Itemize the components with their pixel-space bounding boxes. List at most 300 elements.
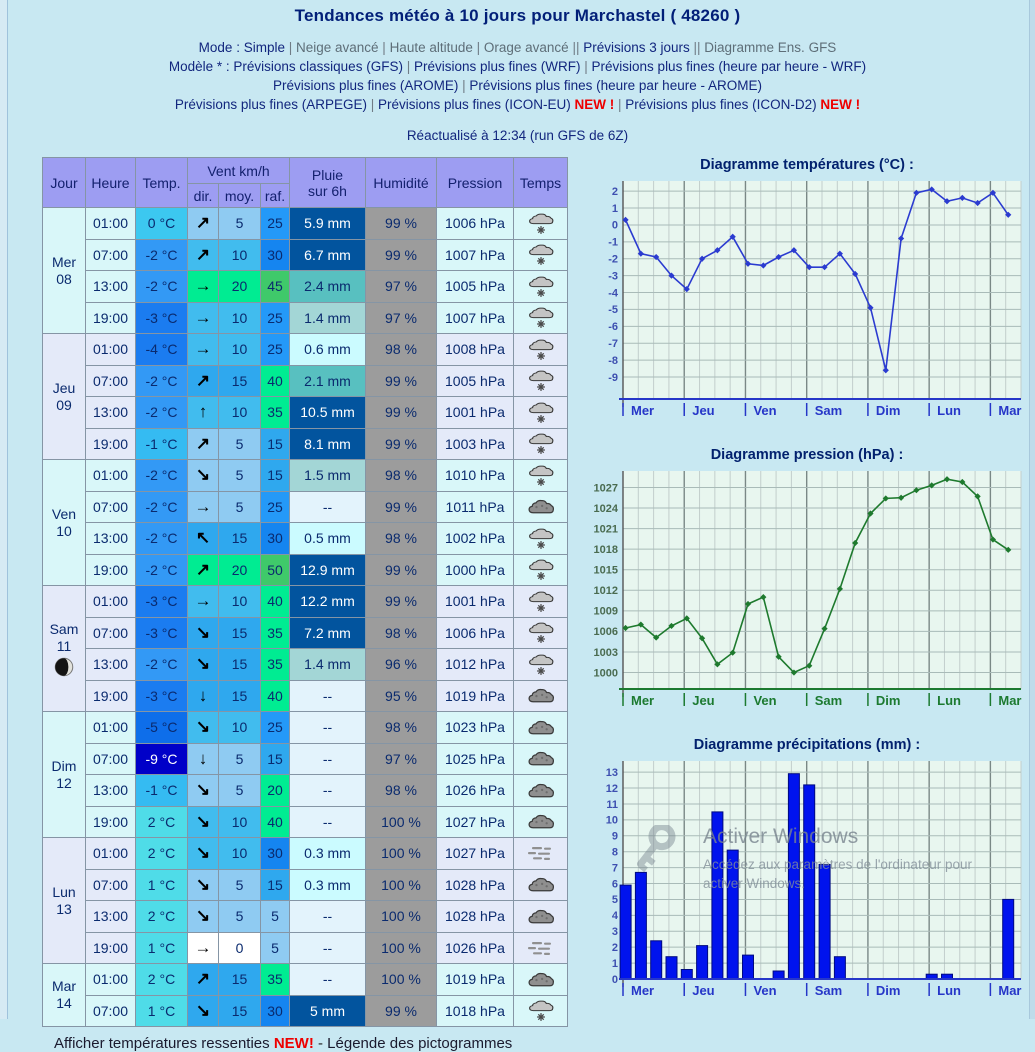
forecast-row-ven-19: [43, 554, 568, 586]
nav-link[interactable]: Prévisions plus fines (heure par heure - AROME): [469, 78, 762, 93]
footer-links: [54, 1035, 1035, 1052]
pressure-cell: 1008 hPa: [437, 334, 514, 366]
col-header-jour: Jour: [43, 158, 86, 208]
snow-shower-icon: [528, 338, 554, 361]
svg-text:-2: -2: [608, 253, 618, 266]
hour-cell: 07:00: [86, 995, 136, 1027]
wind-direction-cell: →: [188, 586, 219, 618]
chart-block-2: [585, 737, 1029, 1014]
cloud-icon: [527, 971, 555, 988]
wind-mean-cell: 15: [219, 523, 261, 555]
hour-cell: 13:00: [86, 775, 136, 807]
col-header-raf: raf.: [261, 184, 290, 208]
pressure-cell: 1006 hPa: [437, 208, 514, 240]
snow-shower-icon: [528, 432, 554, 455]
wind-mean-cell: 15: [219, 617, 261, 649]
hour-cell: 01:00: [86, 460, 136, 492]
cloud-icon: [527, 750, 555, 767]
svg-text:10: 10: [605, 814, 618, 827]
temperature-cell: -2 °C: [136, 271, 188, 303]
rain-cell: 0.3 mm: [290, 869, 366, 901]
rain-cell: --: [290, 775, 366, 807]
pressure-cell: 1007 hPa: [437, 302, 514, 334]
wind-direction-cell: ↘: [188, 460, 219, 492]
wind-gust-cell: 15: [261, 869, 290, 901]
rain-cell: --: [290, 901, 366, 933]
snow-shower-icon: [528, 401, 554, 424]
nav-new: NEW !: [816, 97, 861, 112]
watermark-sub1: Accédez aux paramètres de l'ordinateur pour: [703, 857, 972, 872]
pressure-cell: 1026 hPa: [437, 775, 514, 807]
cloud-icon: [527, 813, 555, 830]
nav-link[interactable]: Prévisions plus fines (heure par heure - WRF): [591, 59, 867, 74]
rain-cell: 10.5 mm: [290, 397, 366, 429]
svg-text:Ven: Ven: [753, 983, 777, 998]
wind-gust-cell: 45: [261, 271, 290, 303]
svg-text:1006: 1006: [593, 626, 618, 639]
weather-icon-cell: [514, 334, 568, 366]
humidity-cell: 100 %: [366, 869, 437, 901]
forecast-row-dim-13: [43, 775, 568, 807]
weather-icon-cell: [514, 397, 568, 429]
svg-text:Jeu: Jeu: [692, 403, 715, 418]
weather-icon-cell: [514, 491, 568, 523]
col-header-heure: Heure: [86, 158, 136, 208]
day-cell-lun: Lun 13: [43, 838, 86, 964]
forecast-row-mer-07: [43, 239, 568, 271]
wind-mean-cell: 20: [219, 271, 261, 303]
wind-mean-cell: 10: [219, 586, 261, 618]
wind-mean-cell: 15: [219, 365, 261, 397]
svg-text:Lun: Lun: [937, 403, 961, 418]
wind-direction-cell: →: [188, 334, 219, 366]
pressure-cell: 1018 hPa: [437, 995, 514, 1027]
temperature-cell: 2 °C: [136, 964, 188, 996]
rain-cell: --: [290, 932, 366, 964]
window-left-edge: [0, 0, 8, 1019]
svg-text:Dim: Dim: [875, 983, 901, 998]
nav-link[interactable]: Orage avancé: [483, 40, 569, 55]
temperature-cell: -5 °C: [136, 712, 188, 744]
cloud-icon: [527, 498, 555, 515]
pressure-cell: 1028 hPa: [437, 901, 514, 933]
weather-icon-cell: [514, 680, 568, 712]
wind-direction-cell: ↘: [188, 995, 219, 1027]
temperature-cell: 0 °C: [136, 208, 188, 240]
wind-gust-cell: 30: [261, 838, 290, 870]
cloud-icon: [527, 687, 555, 704]
svg-text:1012: 1012: [593, 585, 618, 598]
pressure-cell: 1001 hPa: [437, 586, 514, 618]
hour-cell: 13:00: [86, 523, 136, 555]
wind-gust-cell: 35: [261, 649, 290, 681]
nav-line-2: [0, 57, 1035, 76]
svg-text:12: 12: [605, 782, 618, 795]
humidity-cell: 95 %: [366, 680, 437, 712]
svg-text:Dim: Dim: [875, 693, 901, 708]
humidity-cell: 99 %: [366, 554, 437, 586]
cloud-icon: [527, 782, 555, 799]
pressure-cell: 1005 hPa: [437, 271, 514, 303]
pressure-cell: 1003 hPa: [437, 428, 514, 460]
rain-cell: 7.2 mm: [290, 617, 366, 649]
forecast-row-lun-07: [43, 869, 568, 901]
weather-icon-cell: [514, 239, 568, 271]
wind-mean-cell: 15: [219, 680, 261, 712]
humidity-cell: 96 %: [366, 649, 437, 681]
weather-icon-cell: [514, 365, 568, 397]
svg-text:13: 13: [605, 766, 618, 779]
col-header-pression: Pression: [437, 158, 514, 208]
nav-line-4: [0, 95, 1035, 114]
weather-icon-cell: [514, 838, 568, 870]
nav-link[interactable]: Prévisions plus fines (ARPEGE): [174, 97, 367, 112]
temperature-cell: -2 °C: [136, 397, 188, 429]
nav-link[interactable]: Diagramme Ens. GFS: [704, 40, 837, 55]
rain-cell: --: [290, 712, 366, 744]
rain-cell: 1.5 mm: [290, 460, 366, 492]
wind-mean-cell: 10: [219, 806, 261, 838]
svg-text:4: 4: [611, 910, 618, 923]
nav-line-3: [0, 76, 1035, 95]
nav-link[interactable]: Prévisions classiques (GFS): [233, 59, 403, 74]
humidity-cell: 99 %: [366, 491, 437, 523]
forecast-row-jeu-01: [43, 334, 568, 366]
svg-text:6: 6: [611, 878, 618, 891]
wind-mean-cell: 5: [219, 460, 261, 492]
precipitation-chart: [585, 755, 1029, 1009]
pictogram-legend-link[interactable]: Légende des pictogrammes: [327, 1035, 513, 1052]
pressure-cell: 1012 hPa: [437, 649, 514, 681]
pressure-cell: 1010 hPa: [437, 460, 514, 492]
wind-gust-cell: 50: [261, 554, 290, 586]
temperature-cell: -2 °C: [136, 554, 188, 586]
svg-text:-6: -6: [608, 321, 618, 334]
rain-cell: 0.6 mm: [290, 334, 366, 366]
rain-cell: 1.4 mm: [290, 302, 366, 334]
wind-direction-cell: ↘: [188, 806, 219, 838]
wind-direction-cell: ↗: [188, 239, 219, 271]
svg-text:2: 2: [611, 941, 618, 954]
snow-shower-icon: [528, 212, 554, 235]
nav-sep: |: [472, 40, 484, 55]
cloud-icon: [527, 719, 555, 736]
svg-text:0: 0: [611, 219, 618, 232]
forecast-row-ven-13: [43, 523, 568, 555]
humidity-cell: 100 %: [366, 806, 437, 838]
weather-icon-cell: [514, 901, 568, 933]
rain-cell: 8.1 mm: [290, 428, 366, 460]
day-cell-sam: Sam 11: [43, 586, 86, 712]
pressure-cell: 1025 hPa: [437, 743, 514, 775]
chart-title: Diagramme précipitations (mm) :: [693, 737, 921, 753]
svg-text:Mar: Mar: [998, 983, 1022, 998]
rain-cell: 12.2 mm: [290, 586, 366, 618]
svg-text:Jeu: Jeu: [692, 983, 715, 998]
wind-direction-cell: ↗: [188, 428, 219, 460]
wind-mean-cell: 10: [219, 838, 261, 870]
main-content: [0, 157, 1035, 1027]
hour-cell: 07:00: [86, 365, 136, 397]
humidity-cell: 97 %: [366, 271, 437, 303]
humidity-cell: 99 %: [366, 428, 437, 460]
rain-cell: 1.4 mm: [290, 649, 366, 681]
hour-cell: 01:00: [86, 838, 136, 870]
svg-text:Mar: Mar: [998, 693, 1022, 708]
weather-icon-cell: [514, 775, 568, 807]
weather-icon-cell: [514, 586, 568, 618]
forecast-row-sam-19: [43, 680, 568, 712]
nav-link[interactable]: Prévisions plus fines (WRF): [413, 59, 581, 74]
temperature-cell: 2 °C: [136, 806, 188, 838]
wind-gust-cell: 30: [261, 239, 290, 271]
fog-icon: [526, 939, 556, 957]
pressure-cell: 1000 hPa: [437, 554, 514, 586]
cloud-icon: [527, 876, 555, 893]
forecast-row-lun-13: [43, 901, 568, 933]
col-header-temps: Temps: [514, 158, 568, 208]
snow-shower-icon: [528, 369, 554, 392]
weather-icon-cell: [514, 649, 568, 681]
forecast-row-sam-07: [43, 617, 568, 649]
svg-text:Mer: Mer: [631, 983, 655, 998]
pressure-cell: 1019 hPa: [437, 680, 514, 712]
hour-cell: 13:00: [86, 901, 136, 933]
forecast-row-sam-13: [43, 649, 568, 681]
wind-gust-cell: 5: [261, 932, 290, 964]
pressure-cell: 1006 hPa: [437, 617, 514, 649]
chart-title: Diagramme températures (°C) :: [700, 157, 914, 173]
svg-text:1024: 1024: [593, 502, 618, 515]
nav-sep: |: [458, 78, 470, 93]
wind-mean-cell: 5: [219, 743, 261, 775]
weather-icon-cell: [514, 208, 568, 240]
forecast-row-ven-01: [43, 460, 568, 492]
wind-mean-cell: 20: [219, 554, 261, 586]
pressure-cell: 1027 hPa: [437, 838, 514, 870]
nav-link[interactable]: Prévisions plus fines (ICON-D2): [625, 97, 817, 112]
weather-icon-cell: [514, 995, 568, 1027]
feels-like-temperatures-link[interactable]: Afficher températures ressenties: [54, 1035, 270, 1052]
temperature-cell: -1 °C: [136, 775, 188, 807]
window-right-edge: [1029, 0, 1035, 1019]
svg-text:Jeu: Jeu: [692, 693, 715, 708]
col-header-dir: dir.: [188, 184, 219, 208]
wind-mean-cell: 0: [219, 932, 261, 964]
nav-link[interactable]: Prévisions plus fines (AROME): [273, 78, 459, 93]
pressure-cell: 1011 hPa: [437, 491, 514, 523]
svg-text:-7: -7: [608, 338, 618, 351]
wind-mean-cell: 10: [219, 334, 261, 366]
col-header-pluie: Pluie sur 6h: [290, 158, 366, 208]
nav-label: Modèle * :: [168, 59, 234, 74]
pressure-cell: 1027 hPa: [437, 806, 514, 838]
forecast-row-sam-01: [43, 586, 568, 618]
forecast-row-mer-01: [43, 208, 568, 240]
rain-cell: 5.9 mm: [290, 208, 366, 240]
svg-text:7: 7: [611, 862, 618, 875]
svg-text:Sam: Sam: [814, 693, 843, 708]
hour-cell: 13:00: [86, 271, 136, 303]
rain-cell: 2.1 mm: [290, 365, 366, 397]
col-header-temp: Temp.: [136, 158, 188, 208]
day-cell-mar: Mar 14: [43, 964, 86, 1027]
wind-direction-cell: ↘: [188, 712, 219, 744]
hour-cell: 19:00: [86, 680, 136, 712]
wind-mean-cell: 5: [219, 491, 261, 523]
new-badge: NEW!: [273, 1035, 314, 1052]
snow-shower-icon: [528, 558, 554, 581]
temperature-cell: -3 °C: [136, 617, 188, 649]
svg-text:1000: 1000: [593, 667, 618, 680]
snow-shower-icon: [528, 653, 554, 676]
hour-cell: 07:00: [86, 617, 136, 649]
temperature-cell: -2 °C: [136, 523, 188, 555]
wind-gust-cell: 30: [261, 523, 290, 555]
hour-cell: 01:00: [86, 586, 136, 618]
humidity-cell: 98 %: [366, 460, 437, 492]
rain-cell: --: [290, 964, 366, 996]
humidity-cell: 100 %: [366, 901, 437, 933]
wind-gust-cell: 40: [261, 586, 290, 618]
temperature-cell: -9 °C: [136, 743, 188, 775]
wind-direction-cell: →: [188, 932, 219, 964]
humidity-cell: 99 %: [366, 586, 437, 618]
temperature-cell: -2 °C: [136, 649, 188, 681]
temperature-cell: 1 °C: [136, 995, 188, 1027]
wind-direction-cell: ↓: [188, 743, 219, 775]
wind-direction-cell: ↘: [188, 617, 219, 649]
forecast-row-ven-07: [43, 491, 568, 523]
svg-text:8: 8: [611, 846, 618, 859]
day-cell-mer: Mer 08: [43, 208, 86, 334]
weather-icon-cell: [514, 271, 568, 303]
svg-text:Lun: Lun: [937, 983, 961, 998]
pressure-cell: 1028 hPa: [437, 869, 514, 901]
svg-text:1: 1: [611, 202, 618, 215]
svg-text:Sam: Sam: [814, 983, 843, 998]
nav-sep: |: [580, 59, 592, 74]
humidity-cell: 98 %: [366, 712, 437, 744]
rain-cell: 6.7 mm: [290, 239, 366, 271]
wind-direction-cell: ↓: [188, 680, 219, 712]
temperature-cell: -3 °C: [136, 586, 188, 618]
wind-mean-cell: 15: [219, 964, 261, 996]
svg-text:Mar: Mar: [998, 403, 1022, 418]
svg-text:-5: -5: [608, 304, 618, 317]
hour-cell: 19:00: [86, 428, 136, 460]
hour-cell: 19:00: [86, 302, 136, 334]
pressure-cell: 1002 hPa: [437, 523, 514, 555]
nav-sep: |: [378, 40, 390, 55]
nav-sep: |: [614, 97, 626, 112]
wind-mean-cell: 10: [219, 239, 261, 271]
wind-direction-cell: ↗: [188, 208, 219, 240]
col-header-moy: moy.: [219, 184, 261, 208]
humidity-cell: 99 %: [366, 208, 437, 240]
nav-line-1: [0, 38, 1035, 57]
hour-cell: 07:00: [86, 869, 136, 901]
rain-cell: 0.3 mm: [290, 838, 366, 870]
temperature-cell: 1 °C: [136, 932, 188, 964]
pressure-cell: 1007 hPa: [437, 239, 514, 271]
nav-link[interactable]: Simple: [243, 40, 285, 55]
temperature-cell: 1 °C: [136, 869, 188, 901]
forecast-row-dim-07: [43, 743, 568, 775]
snow-shower-icon: [528, 275, 554, 298]
wind-gust-cell: 30: [261, 995, 290, 1027]
humidity-cell: 98 %: [366, 617, 437, 649]
svg-text:Mer: Mer: [631, 693, 655, 708]
svg-text:Ven: Ven: [753, 693, 777, 708]
hour-cell: 07:00: [86, 491, 136, 523]
wind-gust-cell: 25: [261, 208, 290, 240]
weather-icon-cell: [514, 869, 568, 901]
wind-gust-cell: 15: [261, 743, 290, 775]
wind-direction-cell: ↘: [188, 838, 219, 870]
wind-mean-cell: 5: [219, 869, 261, 901]
page-title: Tendances météo à 10 jours pour Marchastel ( 48260 ): [294, 6, 741, 25]
svg-text:2: 2: [611, 185, 618, 198]
footer-separator: -: [313, 1035, 328, 1052]
temperature-cell: -4 °C: [136, 334, 188, 366]
rain-cell: 0.5 mm: [290, 523, 366, 555]
snow-shower-icon: [528, 621, 554, 644]
wind-direction-cell: ↗: [188, 554, 219, 586]
wind-gust-cell: 25: [261, 302, 290, 334]
rain-cell: 12.9 mm: [290, 554, 366, 586]
forecast-row-jeu-13: [43, 397, 568, 429]
weather-icon-cell: [514, 964, 568, 996]
day-cell-ven: Ven 10: [43, 460, 86, 586]
wind-gust-cell: 20: [261, 775, 290, 807]
nav-link[interactable]: Haute altitude: [389, 40, 473, 55]
nav-link[interactable]: Neige avancé: [295, 40, 379, 55]
wind-gust-cell: 25: [261, 334, 290, 366]
wind-mean-cell: 15: [219, 649, 261, 681]
wind-gust-cell: 15: [261, 460, 290, 492]
temperature-cell: 2 °C: [136, 838, 188, 870]
chart-block-1: [585, 447, 1029, 724]
wind-gust-cell: 40: [261, 365, 290, 397]
rain-cell: --: [290, 491, 366, 523]
watermark-sub2: activer Windows.: [703, 876, 806, 891]
pressure-cell: 1019 hPa: [437, 964, 514, 996]
moon-phase-icon: [54, 657, 74, 677]
wind-mean-cell: 10: [219, 397, 261, 429]
humidity-cell: 100 %: [366, 932, 437, 964]
pressure-chart: [585, 465, 1029, 719]
svg-text:-8: -8: [608, 354, 618, 367]
snow-shower-icon: [528, 306, 554, 329]
hour-cell: 19:00: [86, 932, 136, 964]
rain-cell: --: [290, 680, 366, 712]
svg-text:1021: 1021: [593, 523, 618, 536]
wind-direction-cell: →: [188, 302, 219, 334]
wind-gust-cell: 40: [261, 680, 290, 712]
hour-cell: 01:00: [86, 964, 136, 996]
hour-cell: 07:00: [86, 743, 136, 775]
nav-sep: ||: [689, 40, 705, 55]
svg-text:5: 5: [611, 894, 618, 907]
nav-link[interactable]: Prévisions plus fines (ICON-EU): [377, 97, 571, 112]
svg-text:Lun: Lun: [937, 693, 961, 708]
weather-icon-cell: [514, 460, 568, 492]
svg-text:1018: 1018: [593, 543, 618, 556]
pressure-cell: 1001 hPa: [437, 397, 514, 429]
nav-link[interactable]: Prévisions 3 jours: [583, 40, 690, 55]
snow-shower-icon: [528, 243, 554, 266]
